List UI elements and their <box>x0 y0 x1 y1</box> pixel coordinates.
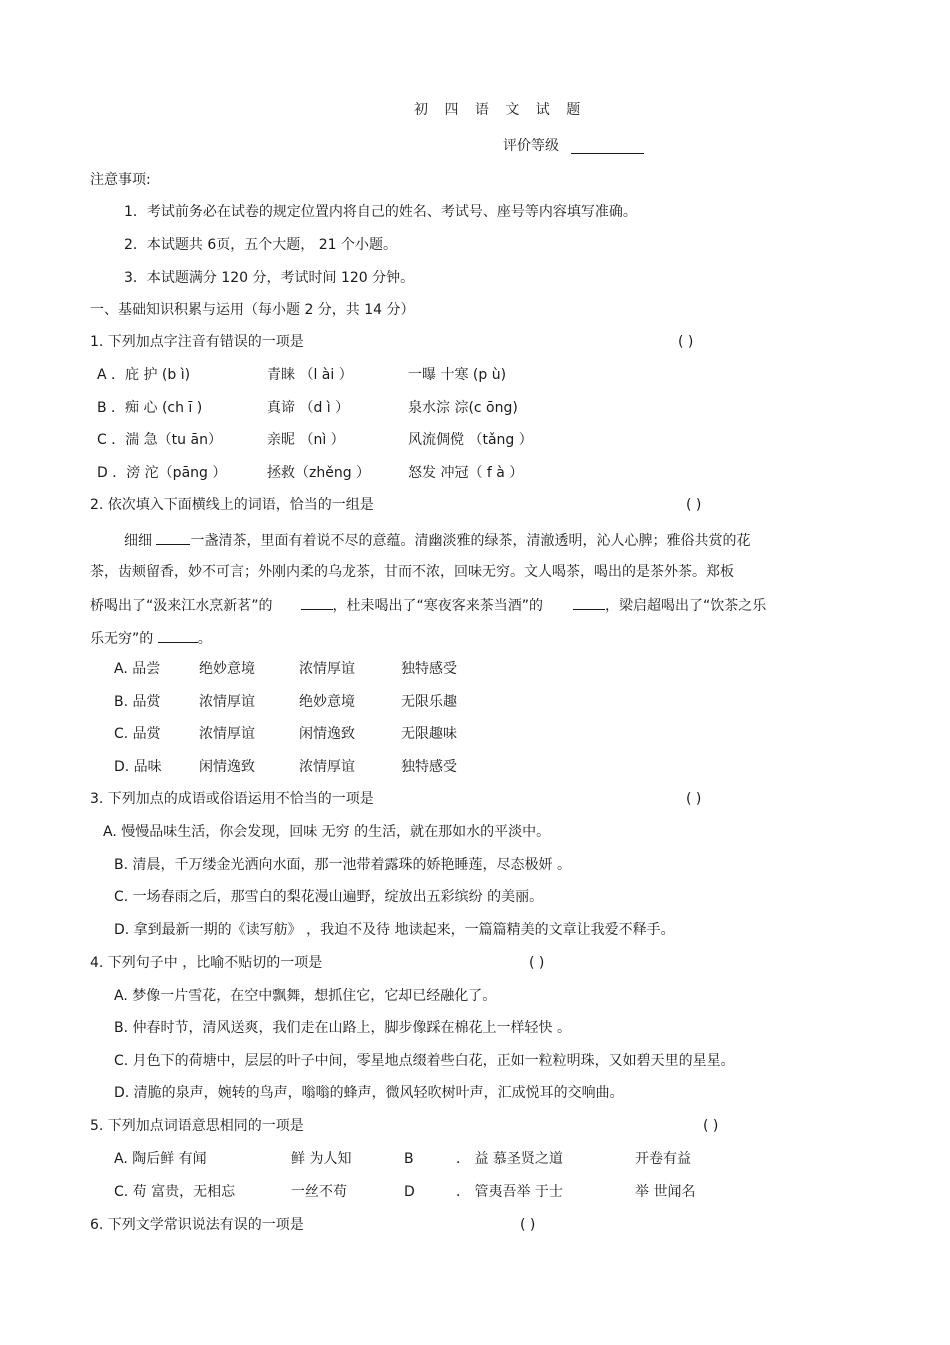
q2-option-word: 浓情厚谊 <box>199 726 255 742</box>
note-item: 2．本试题共 6页，五个大题， 21 个小题。 <box>124 237 397 253</box>
answer-bracket: ( ) <box>686 497 702 513</box>
q1-option-b: B ．痴 心 (ch ī ) <box>97 400 203 416</box>
section-heading: 一、基础知识积累与运用（每小题 2 分，共 14 分） <box>90 302 415 318</box>
answer-bracket: ( ) <box>686 791 702 807</box>
q2-passage-text: 一盏清茶，里面有着说不尽的意蕴。清幽淡雅的绿茶，清澈透明，沁人心脾；雅俗共赏的花 <box>190 533 751 549</box>
q1-option-b-item: 泉水淙 淙(c ōng) <box>408 400 518 416</box>
q2-option-word: 独特感受 <box>401 661 457 677</box>
q5-option-b: B <box>404 1151 414 1167</box>
q5-option-word: 举 世闻名 <box>635 1184 696 1200</box>
page-title: 初 四 语 文 试 题 <box>414 102 587 118</box>
answer-bracket: ( ) <box>529 955 545 971</box>
notes-heading: 注意事项: <box>90 172 151 188</box>
q4-option-b: B. 仲春时节，清风送爽，我们走在山路上，脚步像踩在棉花上一样轻快 。 <box>114 1020 571 1036</box>
q2-option-word: 浓情厚谊 <box>199 694 255 710</box>
question-2-stem: 2. 依次填入下面横线上的词语，恰当的一组是 <box>90 497 374 513</box>
q2-passage-text: ，杜耒喝出了“寒夜客来茶当酒”的 <box>332 598 544 614</box>
q2-passage-text: 细细 <box>124 533 157 549</box>
q1-option-c-item: 亲昵 （nì ） <box>267 432 345 448</box>
note-item: 1．考试前务必在试卷的规定位置内将自己的姓名、考试号、座号等内容填写准确。 <box>124 204 637 220</box>
q2-option-word: 绝妙意境 <box>299 694 355 710</box>
q2-passage-line <box>90 595 766 615</box>
q1-option-d-item: 拯救（zhěng ） <box>267 465 371 481</box>
question-4-stem: 4. 下列句子中 ，比喻不贴切的一项是 <box>90 955 323 971</box>
q1-option-c: C ．湍 急（tu ān） <box>97 432 222 448</box>
q1-option-a: A ．庇 护 (b ì) <box>97 367 191 383</box>
q3-option-a: A. 慢慢品味生活，你会发现，回味 无穷 的生活，就在那如水的平淡中。 <box>103 824 551 840</box>
question-1-stem: 1. 下列加点字注音有错误的一项是 <box>90 334 304 350</box>
fill-blank <box>301 595 333 610</box>
fill-blank <box>156 530 190 545</box>
q5-option-word: 鲜 为人知 <box>291 1151 352 1167</box>
answer-bracket: ( ) <box>703 1118 719 1134</box>
q2-passage-text: 。 <box>197 631 212 647</box>
q1-option-c-item: 风流倜傥 （tǎng ） <box>408 432 533 448</box>
q2-passage-text: ，梁启超喝出了“饮茶之乐 <box>605 598 767 614</box>
q2-option-word: 独特感受 <box>401 759 457 775</box>
q5-option-word: 一丝不苟 <box>291 1184 347 1200</box>
answer-bracket: ( ) <box>678 334 694 350</box>
q5-option-d: D <box>404 1184 415 1200</box>
q5-option-a: A. 陶后鲜 有闻 <box>114 1151 207 1167</box>
q2-option-word: 绝妙意境 <box>199 661 255 677</box>
q2-option-b: B. 品赏 <box>114 694 161 710</box>
q1-option-d: D ．滂 沱（pāng ） <box>97 465 227 481</box>
q1-option-d-item: 怒发 冲冠（ f à ） <box>408 465 524 481</box>
q1-option-a-item: 一曝 十寒 (p ù) <box>408 367 507 383</box>
note-item: 3．本试题满分 120 分，考试时间 120 分钟。 <box>124 270 415 286</box>
q2-option-word: 浓情厚谊 <box>299 661 355 677</box>
q2-option-a: A. 品尝 <box>114 661 161 677</box>
q5-option-word: 开卷有益 <box>635 1151 691 1167</box>
q5-option-word: ． 管夷吾举 于士 <box>456 1184 563 1200</box>
q4-option-d: D. 清脆的泉声，婉转的鸟声，嗡嗡的蜂声，微风轻吹树叶声，汇成悦耳的交响曲。 <box>114 1085 624 1101</box>
question-6-stem: 6. 下列文学常识说法有误的一项是 <box>90 1217 304 1233</box>
q2-option-d: D. 品味 <box>114 759 162 775</box>
q1-option-b-item: 真谛 （d ì ） <box>267 400 350 416</box>
q2-option-word: 闲情逸致 <box>199 759 255 775</box>
q5-option-word: ． 益 慕圣贤之道 <box>456 1151 563 1167</box>
q3-option-d: D. 拿到最新一期的《读写舫》 ，我迫不及待 地读起来，一篇篇精美的文章让我爱不释手。 <box>114 922 675 938</box>
fill-blank <box>573 595 605 610</box>
fill-blank <box>158 628 198 643</box>
q2-option-word: 无限乐趣 <box>401 694 457 710</box>
q2-passage-line <box>90 628 212 648</box>
q2-option-word: 浓情厚谊 <box>299 759 355 775</box>
question-3-stem: 3. 下列加点的成语或俗语运用不恰当的一项是 <box>90 791 374 807</box>
grade-blank <box>571 139 644 154</box>
grade-label: 评价等级 <box>503 138 559 154</box>
q2-option-word: 闲情逸致 <box>299 726 355 742</box>
q2-passage-line: 茶，齿颊留香，妙不可言；外刚内柔的乌龙茶，甘而不浓，回味无穷。文人喝茶，喝出的是茶外茶。郑板 <box>90 564 734 580</box>
q1-option-a-item: 青睐 （l ài ） <box>267 367 353 383</box>
question-5-stem: 5. 下列加点词语意思相同的一项是 <box>90 1118 304 1134</box>
q2-option-word: 无限趣味 <box>401 726 457 742</box>
q2-option-c: C. 品赏 <box>114 726 161 742</box>
q4-option-c: C. 月色下的荷塘中，层层的叶子中间，零星地点缀着些白花，正如一粒粒明珠，又如碧天里的星星。 <box>114 1053 735 1069</box>
q2-passage-text: 桥喝出了“汲来江水烹新茗”的 <box>90 598 273 614</box>
q2-passage-line <box>124 530 750 550</box>
answer-bracket: ( ) <box>520 1217 536 1233</box>
q3-option-c: C. 一场春雨之后，那雪白的梨花漫山遍野，绽放出五彩缤纷 的美丽。 <box>114 889 544 905</box>
q4-option-a: A. 梦像一片雪花，在空中飘舞，想抓住它，它却已经融化了。 <box>114 988 497 1004</box>
q5-option-c: C. 苟 富贵，无相忘 <box>114 1184 236 1200</box>
q2-passage-text: 乐无穷”的 <box>90 631 158 647</box>
q3-option-b: B. 清晨，千万缕金光洒向水面，那一池带着露珠的娇艳睡莲，尽态极妍 。 <box>114 857 571 873</box>
